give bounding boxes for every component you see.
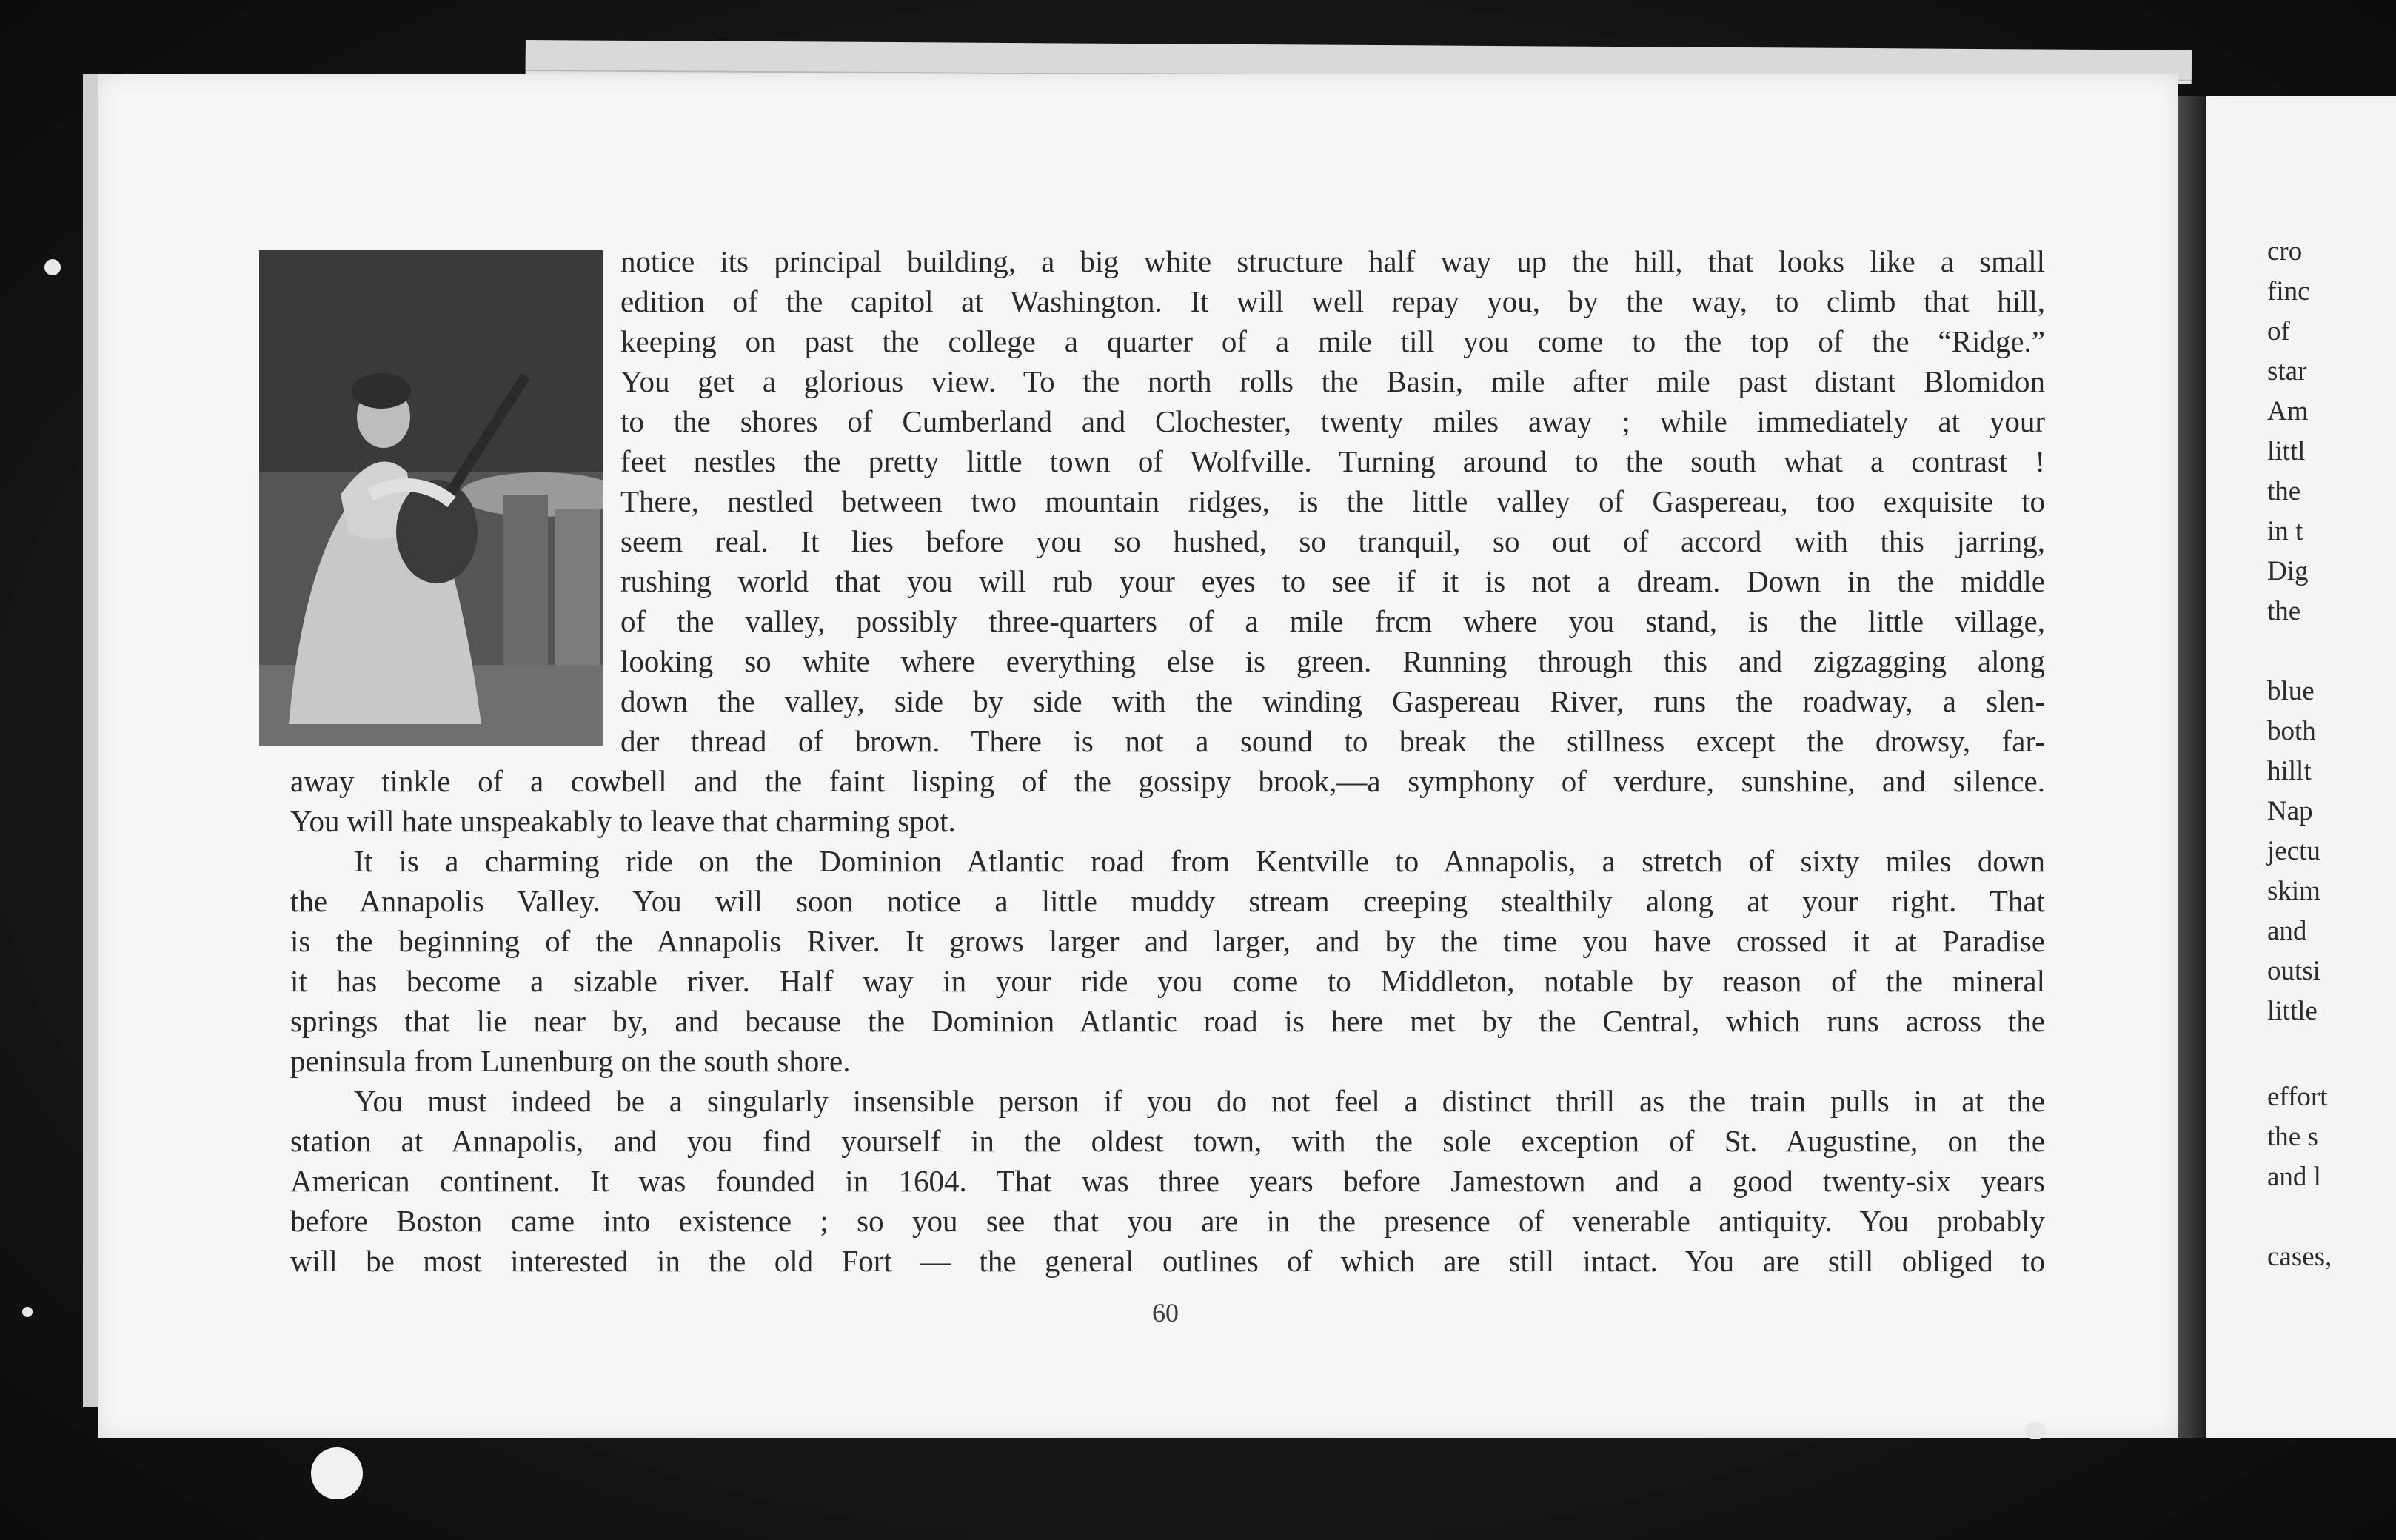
woman-with-guitar-photo	[259, 250, 603, 746]
next-page-text: jectu	[2267, 836, 2320, 866]
next-page-text: both	[2267, 716, 2316, 746]
next-page-text: little	[2267, 996, 2318, 1026]
body-text-line: it has become a sizable river. Half way in your ride you come to Middleton, notable by reason of the mineral	[290, 964, 2045, 998]
body-text-line: peninsula from Lunenburg on the south shore.	[290, 1044, 851, 1078]
next-page-text: hillt	[2267, 756, 2312, 786]
next-page-text: Dig	[2267, 556, 2309, 586]
next-page-text: Nap	[2267, 796, 2313, 826]
body-text-line: You will hate unspeakably to leave that charming spot.	[290, 804, 956, 838]
next-page-text: effort	[2267, 1082, 2328, 1112]
body-text-line: away tinkle of a cowbell and the faint lisping of the gossipy brook,—a symphony of verdure, sunshine, and silence.	[290, 764, 2045, 798]
body-text-line: feet nestles the pretty little town of Wolfville. Turning around to the south what a contrast !	[620, 444, 2045, 478]
body-text-line: der thread of brown. There is not a sound to break the stillness except the drowsy, far-	[620, 724, 2045, 758]
photo-illustration	[259, 250, 603, 746]
next-page-text: finc	[2267, 276, 2310, 307]
next-page-fragment	[2206, 96, 2396, 1438]
next-page-text: the s	[2267, 1122, 2318, 1152]
next-page-text: Am	[2267, 396, 2309, 426]
body-text-line: looking so white where everything else is green. Running through this and zigzagging along	[620, 644, 2045, 678]
page-gutter-shadow	[2178, 96, 2206, 1438]
next-page-text: and	[2267, 916, 2307, 946]
body-text-line: down the valley, side by side with the winding Gaspereau River, runs the roadway, a slen-	[620, 684, 2045, 718]
body-text-line: station at Annapolis, and you find yourself in the oldest town, with the sole exception of St. Augustine, on the	[290, 1124, 2045, 1158]
dust-speck	[2025, 1422, 2046, 1439]
next-page-text: blue	[2267, 676, 2315, 706]
next-page-text: skim	[2267, 876, 2320, 906]
next-page-text: cases,	[2267, 1242, 2332, 1272]
body-text-line: springs that lie near by, and because the Dominion Atlantic road is here met by the Central, which runs across the	[290, 1004, 2045, 1038]
body-text-line: is the beginning of the Annapolis River. It grows larger and larger, and by the time you have crossed it at Paradise	[290, 924, 2045, 958]
body-text-line: before Boston came into existence ; so you see that you are in the presence of venerable antiquity. You probably	[290, 1204, 2045, 1238]
body-text-line: You get a glorious view. To the north rolls the Basin, mile after mile past distant Blomidon	[620, 364, 2045, 398]
body-text-line: edition of the capitol at Washington. It will well repay you, by the way, to climb that hill,	[620, 284, 2045, 318]
body-text-line: of the valley, possibly three-quarters of a mile frcm where you stand, is the little village,	[620, 604, 2045, 638]
body-text-line: rushing world that you will rub your eyes to see if it is not a dream. Down in the middle	[620, 564, 2045, 598]
body-text-line: notice its principal building, a big white structure half way up the hill, that looks like a small	[620, 244, 2045, 278]
body-text-line: the Annapolis Valley. You will soon notice a little muddy stream creeping stealthily along at your right. That	[290, 884, 2045, 918]
next-page-text: the	[2267, 476, 2301, 506]
body-text-line: will be most interested in the old Fort — the general outlines of which are still intact. You are still obliged to	[290, 1244, 2045, 1278]
paragraph-first-line: You must indeed be a singularly insensible person if you do not feel a distinct thrill as the train pulls in at the	[354, 1084, 2045, 1118]
next-page-text: the	[2267, 596, 2301, 626]
next-page-text: of	[2267, 316, 2290, 346]
body-text-line: American continent. It was founded in 1604. That was three years before Jamestown and a good twenty-six years	[290, 1164, 2045, 1198]
next-page-text: star	[2267, 356, 2307, 386]
dust-speck	[44, 259, 61, 275]
body-text-line: to the shores of Cumberland and Clochester, twenty miles away ; while immediately at your	[620, 404, 2045, 438]
paragraph-first-line: It is a charming ride on the Dominion Atlantic road from Kentville to Annapolis, a stretch of sixty miles down	[354, 844, 2045, 878]
next-page-text: outsi	[2267, 956, 2320, 986]
dust-speck	[22, 1307, 33, 1317]
page-number: 60	[1152, 1298, 1179, 1328]
next-page-text: in t	[2267, 516, 2303, 546]
dust-speck	[311, 1447, 363, 1499]
body-text-line: seem real. It lies before you so hushed, so tranquil, so out of accord with this jarring,	[620, 524, 2045, 558]
next-page-text: cro	[2267, 236, 2303, 267]
next-page-text: and l	[2267, 1162, 2321, 1192]
body-text-line: There, nestled between two mountain ridges, is the little valley of Gaspereau, too exquisite to	[620, 484, 2045, 518]
next-page-text: littl	[2267, 436, 2306, 466]
body-text-line: keeping on past the college a quarter of a mile till you come to the top of the “Ridge.”	[620, 324, 2045, 358]
